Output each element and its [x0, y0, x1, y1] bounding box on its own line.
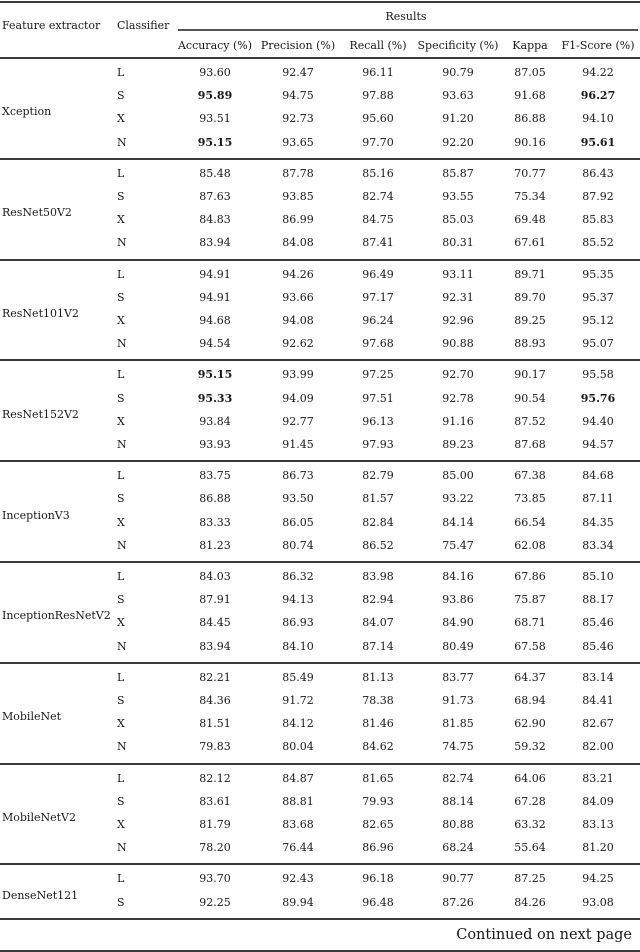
classifier-label: X [117, 616, 125, 630]
metric-cell: 85.49 [282, 670, 314, 684]
metric-cell: 83.68 [282, 818, 314, 831]
metric-cell: 68.94 [514, 694, 546, 707]
metric-cell: 81.46 [362, 717, 394, 731]
metric-cell: 64.06 [514, 771, 546, 785]
metric-cell: 96.48 [362, 895, 394, 909]
metric-cell: 94.08 [282, 314, 314, 327]
metric-cell: 85.00 [442, 469, 474, 483]
metric-cell: 90.17 [514, 368, 546, 382]
metric-cell: 97.25 [362, 368, 394, 382]
metric-cell: 89.94 [282, 895, 314, 909]
metric-cell: 82.67 [582, 717, 614, 731]
metric-cell: 86.88 [514, 112, 546, 126]
metric-cell: 67.61 [514, 236, 546, 250]
metric-cell: 93.50 [282, 492, 314, 506]
metric-cell: 90.16 [514, 135, 546, 149]
metric-cell: 81.65 [362, 771, 394, 785]
metric-cell: 84.08 [282, 236, 314, 250]
group-separator-rule [0, 561, 640, 563]
feature-extractor-name: MobileNet [2, 710, 62, 724]
metric-cell: 94.13 [282, 593, 314, 607]
metric-cell: 90.79 [442, 66, 474, 79]
header-results: Results [385, 10, 427, 23]
metric-cell: 84.14 [442, 515, 474, 529]
metric-cell: 81.20 [582, 841, 614, 855]
classifier-label: S [117, 895, 125, 909]
group-separator-rule [0, 259, 640, 261]
metric-cell: 92.31 [442, 290, 474, 304]
metric-cell: 95.76 [580, 391, 616, 405]
metric-cell: 80.74 [282, 538, 314, 552]
classifier-label: X [117, 717, 125, 731]
metric-cell: 64.37 [514, 670, 546, 684]
metric-cell: 62.90 [514, 717, 546, 731]
metric-cell: 97.17 [362, 290, 394, 304]
metric-cell: 84.68 [582, 469, 614, 483]
metric-cell: 83.77 [442, 670, 474, 684]
metric-cell: 93.66 [282, 290, 314, 304]
header-col-3: Specificity (%) [417, 39, 499, 52]
metric-cell: 84.12 [282, 717, 314, 731]
classifier-label: S [117, 89, 125, 103]
group-separator-rule [0, 863, 640, 865]
metric-cell: 86.52 [362, 538, 394, 552]
metric-cell: 94.22 [582, 66, 614, 79]
metric-cell: 94.91 [199, 267, 231, 281]
metric-cell: 89.70 [514, 290, 546, 304]
classifier-label: N [117, 538, 127, 552]
feature-extractor-name: ResNet101V2 [2, 307, 79, 320]
feature-extractor-name: InceptionV3 [2, 508, 70, 522]
metric-cell: 55.64 [514, 841, 546, 855]
classifier-label: L [117, 670, 125, 684]
classifier-label: N [117, 740, 127, 754]
metric-cell: 88.93 [514, 337, 546, 351]
metric-cell: 82.65 [362, 818, 394, 831]
metric-cell: 92.20 [442, 135, 474, 149]
metric-cell: 81.13 [362, 670, 394, 684]
metric-cell: 91.68 [514, 89, 546, 103]
metric-cell: 95.89 [197, 89, 233, 103]
metric-cell: 85.16 [362, 166, 394, 180]
metric-cell: 97.68 [362, 337, 394, 351]
metric-cell: 86.43 [582, 166, 614, 180]
feature-extractor-name: MobileNetV2 [2, 811, 76, 824]
metric-cell: 96.49 [362, 267, 394, 281]
metric-cell: 84.09 [582, 794, 614, 808]
metric-cell: 84.90 [442, 616, 474, 630]
classifier-label: N [117, 639, 127, 653]
metric-cell: 82.74 [442, 771, 474, 785]
metric-cell: 87.11 [582, 492, 614, 506]
metric-cell: 94.25 [582, 872, 614, 886]
header-col-2: Recall (%) [349, 39, 407, 52]
metric-cell: 83.13 [582, 818, 614, 831]
header-col-1: Precision (%) [260, 39, 336, 52]
metric-cell: 62.08 [514, 538, 546, 552]
metric-cell: 79.83 [199, 740, 231, 754]
metric-cell: 86.96 [362, 841, 394, 855]
metric-cell: 80.88 [442, 818, 474, 831]
metric-cell: 89.71 [514, 267, 546, 281]
classifier-label: X [117, 213, 125, 227]
classifier-label: L [117, 469, 125, 483]
classifier-label: S [117, 794, 125, 808]
metric-cell: 70.77 [514, 166, 546, 180]
metric-cell: 96.11 [362, 66, 394, 79]
feature-extractor-name: ResNet50V2 [2, 206, 72, 220]
classifier-label: L [117, 368, 125, 382]
classifier-label: X [117, 515, 125, 529]
metric-cell: 97.93 [362, 438, 394, 451]
feature-extractor-name: InceptionResNetV2 [2, 609, 111, 623]
group-separator-rule [0, 918, 640, 920]
classifier-label: L [117, 771, 125, 785]
metric-cell: 90.88 [442, 337, 474, 351]
metric-cell: 95.07 [582, 337, 614, 351]
metric-cell: 84.75 [362, 213, 394, 227]
metric-cell: 82.74 [362, 190, 394, 203]
metric-cell: 74.75 [442, 740, 474, 754]
metric-cell: 78.20 [199, 841, 231, 855]
header-bottom-rule [0, 57, 640, 59]
metric-cell: 84.16 [442, 570, 474, 583]
metric-cell: 95.58 [582, 368, 614, 382]
metric-cell: 93.51 [199, 112, 231, 126]
metric-cell: 84.45 [199, 616, 231, 630]
classifier-label: L [117, 570, 125, 583]
metric-cell: 84.10 [282, 639, 314, 653]
metric-cell: 87.92 [582, 190, 614, 203]
footer-rule [0, 950, 640, 952]
classifier-label: N [117, 438, 127, 451]
classifier-label: N [117, 236, 127, 250]
metric-cell: 86.05 [282, 515, 314, 529]
metric-cell: 85.46 [582, 616, 614, 630]
classifier-label: S [117, 290, 125, 304]
metric-cell: 97.51 [362, 391, 394, 405]
metric-cell: 86.93 [282, 616, 314, 630]
metric-cell: 86.73 [282, 469, 314, 483]
metric-cell: 73.85 [514, 492, 546, 506]
metric-cell: 81.23 [199, 538, 231, 552]
metric-cell: 85.48 [199, 166, 231, 180]
group-separator-rule [0, 460, 640, 462]
metric-cell: 76.44 [282, 841, 314, 855]
metric-cell: 66.54 [514, 515, 546, 529]
metric-cell: 83.34 [582, 538, 614, 552]
metric-cell: 75.47 [442, 538, 474, 552]
metric-cell: 94.91 [199, 290, 231, 304]
metric-cell: 87.26 [442, 895, 474, 909]
metric-cell: 93.08 [582, 895, 614, 909]
metric-cell: 95.15 [197, 135, 233, 149]
metric-cell: 87.52 [514, 414, 546, 428]
metric-cell: 93.55 [442, 190, 474, 203]
metric-cell: 92.73 [282, 112, 314, 126]
classifier-label: L [117, 872, 125, 886]
metric-cell: 81.57 [362, 492, 394, 506]
classifier-label: N [117, 841, 127, 855]
metric-cell: 59.32 [514, 740, 546, 754]
metric-cell: 91.16 [442, 414, 474, 428]
metric-cell: 80.31 [442, 236, 474, 250]
metric-cell: 96.18 [362, 872, 394, 886]
header-col-5: F1-Score (%) [561, 39, 635, 52]
metric-cell: 95.15 [197, 368, 233, 382]
metric-cell: 88.17 [582, 593, 614, 607]
metric-cell: 94.10 [582, 112, 614, 126]
metric-cell: 89.25 [514, 314, 546, 327]
metric-cell: 68.71 [514, 616, 546, 630]
metric-cell: 87.41 [362, 236, 394, 250]
metric-cell: 95.12 [582, 314, 614, 327]
metric-cell: 83.75 [199, 469, 231, 483]
classifier-label: S [117, 593, 125, 607]
metric-cell: 94.68 [199, 314, 231, 327]
metric-cell: 78.38 [362, 694, 394, 707]
metric-cell: 87.14 [362, 639, 394, 653]
metric-cell: 86.32 [282, 570, 314, 583]
metric-cell: 94.26 [282, 267, 314, 281]
metric-cell: 79.93 [362, 794, 394, 808]
feature-extractor-name: Xception [2, 105, 52, 119]
classifier-label: X [117, 414, 125, 428]
classifier-label: S [117, 492, 125, 506]
metric-cell: 81.79 [199, 818, 231, 831]
metric-cell: 82.21 [199, 670, 231, 684]
classifier-label: S [117, 190, 125, 203]
classifier-label: X [117, 818, 125, 831]
metric-cell: 83.33 [199, 515, 231, 529]
feature-extractor-name: ResNet152V2 [2, 407, 79, 421]
metric-cell: 91.20 [442, 112, 474, 126]
metric-cell: 86.88 [199, 492, 231, 506]
metric-cell: 95.37 [582, 290, 614, 304]
metric-cell: 84.36 [199, 694, 231, 707]
metric-cell: 63.32 [514, 818, 546, 831]
metric-cell: 92.47 [282, 66, 314, 79]
metric-cell: 91.72 [282, 694, 314, 707]
metric-cell: 84.03 [199, 570, 231, 583]
metric-cell: 91.45 [282, 438, 314, 451]
header-col-4: Kappa [512, 39, 548, 52]
classifier-label: N [117, 337, 127, 351]
metric-cell: 93.65 [282, 135, 314, 149]
group-separator-rule [0, 662, 640, 664]
metric-cell: 87.68 [514, 438, 546, 451]
metric-cell: 82.84 [362, 515, 394, 529]
metric-cell: 96.27 [580, 89, 616, 103]
metric-cell: 84.35 [582, 515, 614, 529]
metric-cell: 97.70 [362, 135, 394, 149]
metric-cell: 93.22 [442, 492, 474, 506]
metric-cell: 85.87 [442, 166, 474, 180]
metric-cell: 92.96 [442, 314, 474, 327]
top-rule [0, 1, 640, 3]
metric-cell: 93.99 [282, 368, 314, 382]
metric-cell: 94.54 [199, 337, 231, 351]
metric-cell: 87.05 [514, 66, 546, 79]
metric-cell: 92.25 [199, 895, 231, 909]
metric-cell: 93.86 [442, 593, 474, 607]
metric-cell: 87.25 [514, 872, 546, 886]
metric-cell: 85.03 [442, 213, 474, 227]
metric-cell: 85.10 [582, 570, 614, 583]
classifier-label: L [117, 66, 125, 79]
metric-cell: 92.77 [282, 414, 314, 428]
metric-cell: 94.75 [282, 89, 314, 103]
group-separator-rule [0, 359, 640, 361]
metric-cell: 82.94 [362, 593, 394, 607]
metric-cell: 80.04 [282, 740, 314, 754]
metric-cell: 88.81 [282, 794, 314, 808]
metric-cell: 92.70 [442, 368, 474, 382]
metric-cell: 96.13 [362, 414, 394, 428]
metric-cell: 82.79 [362, 469, 394, 483]
metric-cell: 83.21 [582, 771, 614, 785]
classifier-label: S [117, 694, 125, 707]
metric-cell: 84.26 [514, 895, 546, 909]
metric-cell: 93.93 [199, 438, 231, 451]
metric-cell: 92.43 [282, 872, 314, 886]
metric-cell: 95.61 [580, 135, 616, 149]
group-separator-rule [0, 763, 640, 765]
metric-cell: 88.14 [442, 794, 474, 808]
metric-cell: 84.87 [282, 771, 314, 785]
metric-cell: 93.84 [199, 414, 231, 428]
metric-cell: 67.58 [514, 639, 546, 653]
metric-cell: 84.07 [362, 616, 394, 630]
classifier-label: S [117, 391, 125, 405]
metric-cell: 93.63 [442, 89, 474, 103]
metric-cell: 95.33 [197, 391, 233, 405]
results-rule [178, 29, 638, 31]
metric-cell: 83.98 [362, 570, 394, 583]
metric-cell: 82.00 [582, 740, 614, 754]
metric-cell: 83.61 [199, 794, 231, 808]
metric-cell: 87.63 [199, 190, 231, 203]
feature-extractor-name: DenseNet121 [2, 888, 79, 902]
group-separator-rule [0, 158, 640, 160]
metric-cell: 89.23 [442, 438, 474, 451]
metric-cell: 85.46 [582, 639, 614, 653]
metric-cell: 67.86 [514, 570, 546, 583]
metric-cell: 94.57 [582, 438, 614, 451]
metric-cell: 80.49 [442, 639, 474, 653]
metric-cell: 85.83 [582, 213, 614, 227]
classifier-label: L [117, 166, 125, 180]
metric-cell: 84.62 [362, 740, 394, 754]
classifier-label: L [117, 267, 125, 281]
metric-cell: 83.94 [199, 236, 231, 250]
metric-cell: 95.60 [362, 112, 394, 126]
metric-cell: 75.87 [514, 593, 546, 607]
metric-cell: 85.52 [582, 236, 614, 250]
header-classifier: Classifier [117, 19, 170, 32]
metric-cell: 97.88 [362, 89, 394, 103]
metric-cell: 84.83 [199, 213, 231, 227]
header-feature-extractor: Feature extractor [2, 19, 101, 32]
metric-cell: 81.85 [442, 717, 474, 731]
metric-cell: 95.35 [582, 267, 614, 281]
metric-cell: 92.78 [442, 391, 474, 405]
metric-cell: 90.77 [442, 872, 474, 886]
metric-cell: 93.85 [282, 190, 314, 203]
metric-cell: 91.73 [442, 694, 474, 707]
classifier-label: X [117, 112, 125, 126]
metric-cell: 92.62 [282, 337, 314, 351]
metric-cell: 87.91 [199, 593, 231, 607]
continued-note: Continued on next page [456, 926, 632, 943]
metric-cell: 94.40 [582, 414, 614, 428]
metric-cell: 69.48 [514, 213, 546, 227]
metric-cell: 75.34 [514, 190, 546, 203]
metric-cell: 67.28 [514, 794, 546, 808]
metric-cell: 82.12 [199, 771, 231, 785]
metric-cell: 90.54 [514, 391, 546, 405]
metric-cell: 93.70 [199, 872, 231, 886]
classifier-label: N [117, 135, 127, 149]
classifier-label: X [117, 314, 125, 327]
header-col-0: Accuracy (%) [177, 39, 253, 52]
metric-cell: 83.94 [199, 639, 231, 653]
metric-cell: 94.09 [282, 391, 314, 405]
metric-cell: 93.60 [199, 66, 231, 79]
metric-cell: 96.24 [362, 314, 394, 327]
metric-cell: 86.99 [282, 213, 314, 227]
metric-cell: 67.38 [514, 469, 546, 483]
metric-cell: 68.24 [442, 841, 474, 855]
metric-cell: 84.41 [582, 694, 614, 707]
metric-cell: 81.51 [199, 717, 231, 731]
metric-cell: 83.14 [582, 670, 614, 684]
metric-cell: 93.11 [442, 267, 474, 281]
metric-cell: 87.78 [282, 166, 314, 180]
